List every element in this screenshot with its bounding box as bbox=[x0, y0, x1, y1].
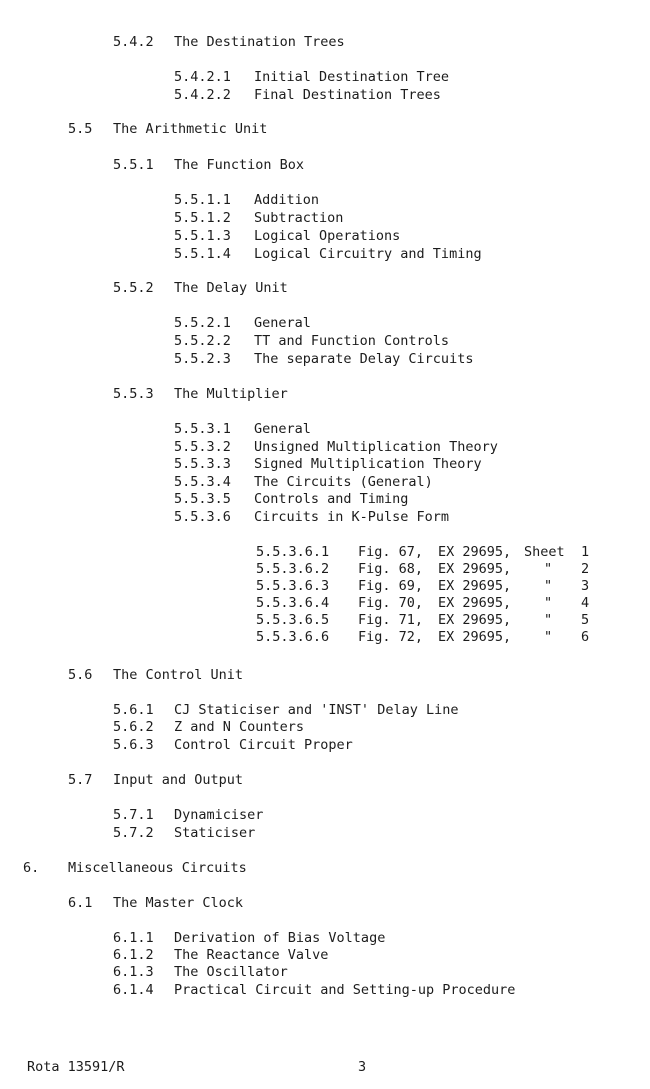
section-number: 5.6.3 bbox=[113, 737, 154, 753]
section-number: 6. bbox=[23, 860, 40, 876]
sheet-number: 3 bbox=[581, 578, 590, 594]
toc-entry bbox=[113, 947, 328, 965]
section-number: 5.7.1 bbox=[113, 807, 154, 823]
figure-number: Fig. 70, bbox=[358, 595, 424, 611]
figure-section-number: 5.5.3.6.1 bbox=[256, 544, 330, 560]
section-number: 6.1.1 bbox=[113, 930, 154, 946]
ditto-mark: " bbox=[544, 612, 553, 628]
figure-number: Fig. 71, bbox=[358, 612, 424, 628]
figure-section-number: 5.5.3.6.3 bbox=[256, 578, 330, 594]
section-number: 5.6.2 bbox=[113, 719, 154, 735]
section-title: Practical Circuit and Setting-up Procedure bbox=[174, 982, 516, 998]
toc-entry bbox=[113, 930, 385, 948]
section-number: 5.5.1.2 bbox=[174, 210, 231, 226]
document-reference: Rota 13591/R bbox=[27, 1059, 125, 1075]
section-title: Final Destination Trees bbox=[254, 87, 441, 103]
toc-entry bbox=[113, 737, 353, 755]
section-number: 5.5.1.3 bbox=[174, 228, 231, 244]
section-number: 5.5.1.1 bbox=[174, 192, 231, 208]
section-number: 5.5.3.2 bbox=[174, 439, 231, 455]
section-title: The Function Box bbox=[174, 157, 305, 173]
section-number: 5.5.3.6 bbox=[174, 509, 231, 525]
ditto-mark: " bbox=[544, 578, 553, 594]
section-title: The Destination Trees bbox=[174, 34, 345, 50]
drawing-number: EX 29695, bbox=[438, 595, 512, 611]
section-number: 5.5.2 bbox=[113, 280, 154, 296]
section-title: Staticiser bbox=[174, 825, 256, 841]
toc-entry bbox=[174, 456, 482, 474]
toc-entry bbox=[113, 280, 288, 298]
toc-entry bbox=[174, 228, 400, 246]
section-title: Signed Multiplication Theory bbox=[254, 456, 482, 472]
section-title: Dynamiciser bbox=[174, 807, 264, 823]
ditto-mark: " bbox=[544, 595, 553, 611]
section-title: Miscellaneous Circuits bbox=[68, 860, 247, 876]
toc-entry bbox=[113, 825, 255, 843]
figure-number: Fig. 68, bbox=[358, 561, 424, 577]
section-number: 5.5.3.1 bbox=[174, 421, 231, 437]
sheet-number: 4 bbox=[581, 595, 590, 611]
section-title: The Delay Unit bbox=[174, 280, 288, 296]
toc-entry bbox=[174, 491, 408, 509]
section-title: TT and Function Controls bbox=[254, 333, 450, 349]
section-number: 6.1.3 bbox=[113, 964, 154, 980]
section-title: General bbox=[254, 315, 311, 331]
toc-entry bbox=[174, 87, 441, 105]
toc-entry bbox=[174, 474, 433, 492]
toc-entry bbox=[174, 439, 498, 457]
toc-entry bbox=[23, 860, 247, 878]
section-title: Initial Destination Tree bbox=[254, 69, 450, 85]
toc-entry bbox=[68, 895, 243, 913]
drawing-number: EX 29695, bbox=[438, 578, 512, 594]
section-title: Input and Output bbox=[113, 772, 244, 788]
section-title: Addition bbox=[254, 192, 320, 208]
section-title: The Control Unit bbox=[113, 667, 244, 683]
drawing-number: EX 29695, bbox=[438, 629, 512, 645]
drawing-number: EX 29695, bbox=[438, 612, 512, 628]
section-title: Unsigned Multiplication Theory bbox=[254, 439, 498, 455]
section-title: The Oscillator bbox=[174, 964, 288, 980]
section-title: CJ Staticiser and 'INST' Delay Line bbox=[174, 702, 459, 718]
section-number: 5.5.2.1 bbox=[174, 315, 231, 331]
figure-number: Fig. 67, bbox=[358, 544, 424, 560]
toc-entry bbox=[113, 157, 304, 175]
drawing-number: EX 29695, bbox=[438, 561, 512, 577]
toc-entry bbox=[174, 69, 449, 87]
toc-entry bbox=[68, 772, 243, 790]
section-number: 5.5.3.3 bbox=[174, 456, 231, 472]
figure-number: Fig. 72, bbox=[358, 629, 424, 645]
toc-entry bbox=[174, 509, 449, 527]
section-title: Subtraction bbox=[254, 210, 344, 226]
figure-row bbox=[256, 595, 616, 613]
section-number: 6.1.4 bbox=[113, 982, 154, 998]
section-number: 5.5 bbox=[68, 121, 93, 137]
toc-entry bbox=[174, 421, 311, 439]
drawing-number: EX 29695, bbox=[438, 544, 512, 560]
sheet-number: 1 bbox=[581, 544, 590, 560]
section-title: The Reactance Valve bbox=[174, 947, 329, 963]
section-number: 5.5.2.2 bbox=[174, 333, 231, 349]
figure-row bbox=[256, 544, 616, 562]
toc-entry bbox=[174, 351, 473, 369]
toc-entry bbox=[113, 807, 263, 825]
section-title: Circuits in K-Pulse Form bbox=[254, 509, 450, 525]
section-title: Logical Operations bbox=[254, 228, 401, 244]
section-number: 5.6.1 bbox=[113, 702, 154, 718]
toc-entry bbox=[68, 667, 243, 685]
toc-entry bbox=[113, 964, 288, 982]
section-number: 5.7.2 bbox=[113, 825, 154, 841]
toc-entry bbox=[113, 386, 288, 404]
section-title: The separate Delay Circuits bbox=[254, 351, 474, 367]
sheet-number: 2 bbox=[581, 561, 590, 577]
figure-row bbox=[256, 578, 616, 596]
figure-row bbox=[256, 612, 616, 630]
section-title: Derivation of Bias Voltage bbox=[174, 930, 386, 946]
figure-row bbox=[256, 629, 616, 647]
figure-section-number: 5.5.3.6.4 bbox=[256, 595, 330, 611]
figure-row bbox=[256, 561, 616, 579]
section-number: 6.1.2 bbox=[113, 947, 154, 963]
section-title: The Multiplier bbox=[174, 386, 288, 402]
section-title: The Circuits (General) bbox=[254, 474, 433, 490]
section-number: 5.5.3.5 bbox=[174, 491, 231, 507]
figure-number: Fig. 69, bbox=[358, 578, 424, 594]
section-number: 5.5.1 bbox=[113, 157, 154, 173]
section-title: Z and N Counters bbox=[174, 719, 305, 735]
figure-section-number: 5.5.3.6.6 bbox=[256, 629, 330, 645]
sheet-number: 5 bbox=[581, 612, 590, 628]
toc-entry bbox=[113, 719, 304, 737]
toc-entry bbox=[174, 192, 319, 210]
section-number: 5.5.2.3 bbox=[174, 351, 231, 367]
section-title: General bbox=[254, 421, 311, 437]
section-number: 5.5.1.4 bbox=[174, 246, 231, 262]
section-number: 5.5.3.4 bbox=[174, 474, 231, 490]
figure-section-number: 5.5.3.6.2 bbox=[256, 561, 330, 577]
figure-section-number: 5.5.3.6.5 bbox=[256, 612, 330, 628]
toc-entry bbox=[174, 333, 449, 351]
sheet-label: Sheet bbox=[524, 544, 565, 560]
toc-entry bbox=[113, 34, 345, 52]
section-number: 6.1 bbox=[68, 895, 93, 911]
section-number: 5.4.2.2 bbox=[174, 87, 231, 103]
sheet-number: 6 bbox=[581, 629, 590, 645]
toc-entry bbox=[113, 982, 515, 1000]
ditto-mark: " bbox=[544, 629, 553, 645]
page-number: 3 bbox=[358, 1059, 367, 1075]
toc-entry bbox=[174, 210, 343, 228]
section-number: 5.4.2 bbox=[113, 34, 154, 50]
section-number: 5.4.2.1 bbox=[174, 69, 231, 85]
section-title: The Arithmetic Unit bbox=[113, 121, 268, 137]
toc-entry bbox=[113, 702, 458, 720]
toc-entry bbox=[174, 315, 311, 333]
section-title: Logical Circuitry and Timing bbox=[254, 246, 482, 262]
section-title: The Master Clock bbox=[113, 895, 244, 911]
section-number: 5.6 bbox=[68, 667, 93, 683]
ditto-mark: " bbox=[544, 561, 553, 577]
toc-entry bbox=[174, 246, 482, 264]
section-number: 5.5.3 bbox=[113, 386, 154, 402]
toc-entry bbox=[68, 121, 267, 139]
section-title: Control Circuit Proper bbox=[174, 737, 353, 753]
section-number: 5.7 bbox=[68, 772, 93, 788]
section-title: Controls and Timing bbox=[254, 491, 409, 507]
